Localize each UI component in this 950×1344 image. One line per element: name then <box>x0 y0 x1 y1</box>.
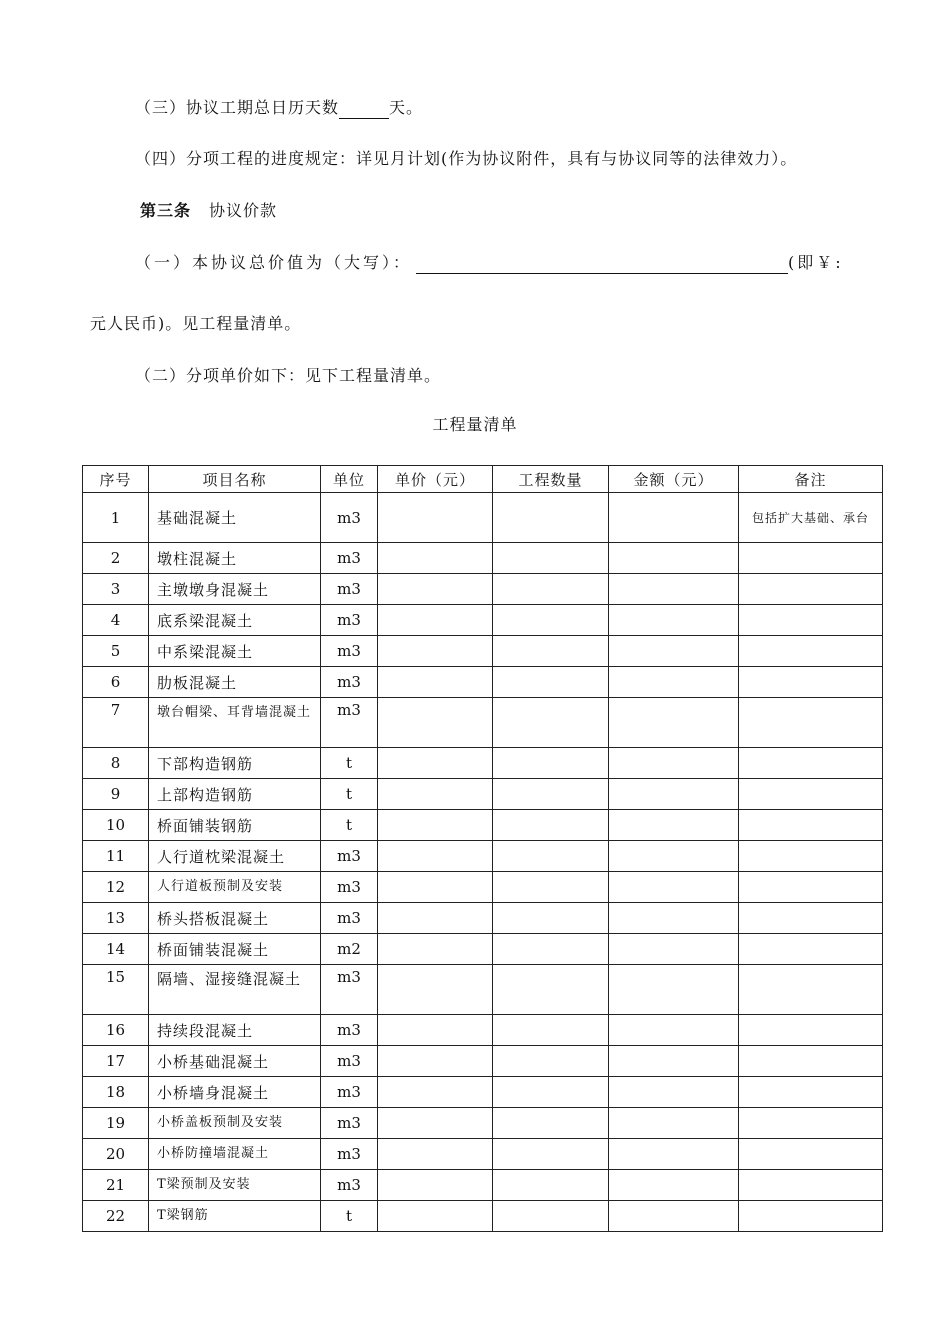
cell-unit: m3 <box>321 1015 378 1046</box>
cell-note <box>739 574 883 605</box>
table-row <box>83 698 883 748</box>
cell-quantity[interactable] <box>493 667 609 698</box>
cell-quantity[interactable] <box>493 1170 609 1201</box>
total-price-rmb: (即￥: <box>788 253 844 272</box>
article-number: 第三条 <box>140 201 192 220</box>
table-row <box>83 1015 883 1046</box>
total-price-blank[interactable] <box>416 255 788 274</box>
cell-note <box>739 667 883 698</box>
cell-quantity[interactable] <box>493 636 609 667</box>
cell-seq: 2 <box>83 543 149 574</box>
unit-price-text: （二）分项单价如下：见下工程量清单。 <box>135 366 442 385</box>
cell-note <box>739 748 883 779</box>
cell-amount[interactable] <box>609 748 739 779</box>
cell-quantity[interactable] <box>493 810 609 841</box>
cell-quantity[interactable] <box>493 748 609 779</box>
cell-unit: m3 <box>321 872 378 903</box>
cell-seq: 10 <box>83 810 149 841</box>
cell-seq: 5 <box>83 636 149 667</box>
cell-quantity[interactable] <box>493 493 609 543</box>
cell-amount[interactable] <box>609 841 739 872</box>
paragraph-unit-price <box>135 365 441 387</box>
cell-quantity[interactable] <box>493 1077 609 1108</box>
cell-amount[interactable] <box>609 1139 739 1170</box>
cell-quantity[interactable] <box>493 1015 609 1046</box>
cell-seq: 17 <box>83 1046 149 1077</box>
table-row <box>83 1046 883 1077</box>
duration-unit: 天。 <box>389 98 424 117</box>
cell-seq: 7 <box>83 698 149 748</box>
cell-name: 墩台帽梁、耳背墙混凝土 <box>149 698 321 748</box>
table-row <box>83 1139 883 1170</box>
cell-unit: m3 <box>321 841 378 872</box>
cell-note <box>739 543 883 574</box>
paragraph-total-price-line2 <box>90 313 301 335</box>
cell-unit: t <box>321 810 378 841</box>
cell-name: 中系梁混凝土 <box>149 636 321 667</box>
cell-unit-price[interactable] <box>378 698 493 748</box>
cell-unit-price[interactable] <box>378 636 493 667</box>
cell-unit: m3 <box>321 1170 378 1201</box>
cell-unit-price[interactable] <box>378 841 493 872</box>
cell-unit: t <box>321 779 378 810</box>
article-heading <box>140 200 277 222</box>
cell-amount[interactable] <box>609 636 739 667</box>
cell-amount[interactable] <box>609 810 739 841</box>
header-unit-price: 单价（元） <box>378 466 493 493</box>
table-row <box>83 1201 883 1232</box>
paragraph-total-price <box>135 252 844 274</box>
schedule-text: （四）分项工程的进度规定：详见月计划(作为协议附件，具有与协议同等的法律效力）。 <box>135 149 798 168</box>
cell-note <box>739 636 883 667</box>
cell-seq: 8 <box>83 748 149 779</box>
cell-note <box>739 1170 883 1201</box>
cell-amount[interactable] <box>609 493 739 543</box>
cell-note <box>739 934 883 965</box>
cell-note <box>739 965 883 1015</box>
cell-quantity[interactable] <box>493 1046 609 1077</box>
cell-seq: 4 <box>83 605 149 636</box>
cell-seq: 9 <box>83 779 149 810</box>
cell-unit: t <box>321 1201 378 1232</box>
duration-text: （三）协议工期总日历天数 <box>135 98 340 117</box>
cell-unit: m3 <box>321 698 378 748</box>
cell-name: 小桥防撞墙混凝土 <box>149 1139 321 1170</box>
cell-name: 小桥盖板预制及安装 <box>149 1108 321 1139</box>
cell-seq: 14 <box>83 934 149 965</box>
cell-note <box>739 1108 883 1139</box>
cell-note <box>739 1015 883 1046</box>
cell-unit: t <box>321 748 378 779</box>
cell-unit-price[interactable] <box>378 543 493 574</box>
cell-name: 肋板混凝土 <box>149 667 321 698</box>
cell-unit: m2 <box>321 934 378 965</box>
cell-quantity[interactable] <box>493 779 609 810</box>
cell-unit: m3 <box>321 605 378 636</box>
cell-note <box>739 1201 883 1232</box>
table-row <box>83 841 883 872</box>
cell-quantity[interactable] <box>493 1139 609 1170</box>
table-title: 工程量清单 <box>432 415 518 434</box>
cell-seq: 16 <box>83 1015 149 1046</box>
total-price-text: （一）本协议总价值为（大写）： <box>135 253 413 272</box>
cell-note <box>739 1077 883 1108</box>
table-row <box>83 934 883 965</box>
cell-unit: m3 <box>321 1077 378 1108</box>
header-quantity: 工程数量 <box>493 466 609 493</box>
cell-seq: 13 <box>83 903 149 934</box>
cell-unit: m3 <box>321 903 378 934</box>
cell-note <box>739 779 883 810</box>
cell-unit-price[interactable] <box>378 605 493 636</box>
cell-name: 桥头搭板混凝土 <box>149 903 321 934</box>
cell-seq: 11 <box>83 841 149 872</box>
cell-unit-price[interactable] <box>378 748 493 779</box>
cell-name: 主墩墩身混凝土 <box>149 574 321 605</box>
cell-note <box>739 698 883 748</box>
duration-blank[interactable] <box>339 100 389 119</box>
table-row <box>83 667 883 698</box>
cell-seq: 20 <box>83 1139 149 1170</box>
cell-name: 隔墙、湿接缝混凝土 <box>149 965 321 1015</box>
cell-name: 人行道板预制及安装 <box>149 872 321 903</box>
cell-unit-price[interactable] <box>378 872 493 903</box>
cell-amount[interactable] <box>609 1046 739 1077</box>
cell-quantity[interactable] <box>493 605 609 636</box>
cell-quantity[interactable] <box>493 543 609 574</box>
cell-amount[interactable] <box>609 779 739 810</box>
cell-unit-price[interactable] <box>378 1139 493 1170</box>
cell-unit-price[interactable] <box>378 965 493 1015</box>
cell-name: 持续段混凝土 <box>149 1015 321 1046</box>
table-row <box>83 543 883 574</box>
cell-quantity[interactable] <box>493 841 609 872</box>
cell-seq: 3 <box>83 574 149 605</box>
cell-amount[interactable] <box>609 872 739 903</box>
table-row <box>83 810 883 841</box>
cell-unit-price[interactable] <box>378 1077 493 1108</box>
cell-name: T梁钢筋 <box>149 1201 321 1232</box>
cell-note <box>739 872 883 903</box>
cell-amount[interactable] <box>609 543 739 574</box>
table-row <box>83 903 883 934</box>
cell-quantity[interactable] <box>493 903 609 934</box>
cell-quantity[interactable] <box>493 872 609 903</box>
cell-unit: m3 <box>321 1108 378 1139</box>
cell-amount[interactable] <box>609 1201 739 1232</box>
header-note: 备注 <box>739 466 883 493</box>
cell-quantity[interactable] <box>493 698 609 748</box>
cell-quantity[interactable] <box>493 1108 609 1139</box>
cell-amount[interactable] <box>609 605 739 636</box>
table-row <box>83 493 883 543</box>
cell-unit-price[interactable] <box>378 779 493 810</box>
cell-name: 墩柱混凝土 <box>149 543 321 574</box>
quantity-table <box>82 465 883 1232</box>
cell-name: 上部构造钢筋 <box>149 779 321 810</box>
cell-unit-price[interactable] <box>378 1015 493 1046</box>
cell-name: T梁预制及安装 <box>149 1170 321 1201</box>
cell-name: 底系梁混凝土 <box>149 605 321 636</box>
paragraph-schedule <box>135 148 797 170</box>
cell-seq: 6 <box>83 667 149 698</box>
table-row <box>83 1170 883 1201</box>
header-unit: 单位 <box>321 466 378 493</box>
header-amount: 金额（元） <box>609 466 739 493</box>
cell-name: 桥面铺装钢筋 <box>149 810 321 841</box>
cell-unit-price[interactable] <box>378 1170 493 1201</box>
cell-unit-price[interactable] <box>378 1201 493 1232</box>
cell-seq: 19 <box>83 1108 149 1139</box>
cell-amount[interactable] <box>609 1170 739 1201</box>
cell-seq: 18 <box>83 1077 149 1108</box>
cell-seq: 21 <box>83 1170 149 1201</box>
cell-amount[interactable] <box>609 903 739 934</box>
cell-amount[interactable] <box>609 574 739 605</box>
cell-unit: m3 <box>321 574 378 605</box>
table-row <box>83 779 883 810</box>
cell-amount[interactable] <box>609 934 739 965</box>
cell-note <box>739 1046 883 1077</box>
cell-unit: m3 <box>321 1046 378 1077</box>
header-name: 项目名称 <box>149 466 321 493</box>
cell-unit-price[interactable] <box>378 493 493 543</box>
cell-seq: 12 <box>83 872 149 903</box>
cell-seq: 15 <box>83 965 149 1015</box>
table-row <box>83 636 883 667</box>
cell-seq: 1 <box>83 493 149 543</box>
cell-unit: m3 <box>321 493 378 543</box>
cell-quantity[interactable] <box>493 1201 609 1232</box>
cell-unit-price[interactable] <box>378 1046 493 1077</box>
cell-unit: m3 <box>321 965 378 1015</box>
cell-note <box>739 1139 883 1170</box>
cell-amount[interactable] <box>609 1108 739 1139</box>
table-row <box>83 965 883 1015</box>
cell-seq: 22 <box>83 1201 149 1232</box>
cell-amount[interactable] <box>609 667 739 698</box>
table-row <box>83 748 883 779</box>
table-row <box>83 1108 883 1139</box>
cell-name: 基础混凝土 <box>149 493 321 543</box>
paragraph-duration <box>135 97 423 119</box>
cell-note <box>739 903 883 934</box>
cell-quantity[interactable] <box>493 934 609 965</box>
header-seq: 序号 <box>83 466 149 493</box>
cell-unit-price[interactable] <box>378 574 493 605</box>
table-row <box>83 574 883 605</box>
cell-amount[interactable] <box>609 1015 739 1046</box>
table-header-row <box>83 466 883 493</box>
cell-unit-price[interactable] <box>378 934 493 965</box>
cell-name: 桥面铺装混凝土 <box>149 934 321 965</box>
cell-name: 下部构造钢筋 <box>149 748 321 779</box>
cell-note <box>739 810 883 841</box>
cell-unit: m3 <box>321 543 378 574</box>
cell-quantity[interactable] <box>493 965 609 1015</box>
table-row <box>83 872 883 903</box>
cell-note <box>739 605 883 636</box>
cell-amount[interactable] <box>609 965 739 1015</box>
cell-note: 包括扩大基础、承台 <box>739 493 883 543</box>
cell-amount[interactable] <box>609 1077 739 1108</box>
cell-unit: m3 <box>321 667 378 698</box>
cell-name: 小桥基础混凝土 <box>149 1046 321 1077</box>
cell-name: 人行道枕梁混凝土 <box>149 841 321 872</box>
table-row <box>83 605 883 636</box>
cell-unit-price[interactable] <box>378 903 493 934</box>
cell-unit-price[interactable] <box>378 1108 493 1139</box>
cell-unit-price[interactable] <box>378 667 493 698</box>
cell-quantity[interactable] <box>493 574 609 605</box>
cell-note <box>739 841 883 872</box>
total-price-line2-text: 元人民币)。见工程量清单。 <box>90 314 302 333</box>
cell-name: 小桥墙身混凝土 <box>149 1077 321 1108</box>
article-title: 协议价款 <box>209 201 278 220</box>
cell-unit: m3 <box>321 636 378 667</box>
cell-amount[interactable] <box>609 698 739 748</box>
table-row <box>83 1077 883 1108</box>
cell-unit-price[interactable] <box>378 810 493 841</box>
cell-unit: m3 <box>321 1139 378 1170</box>
